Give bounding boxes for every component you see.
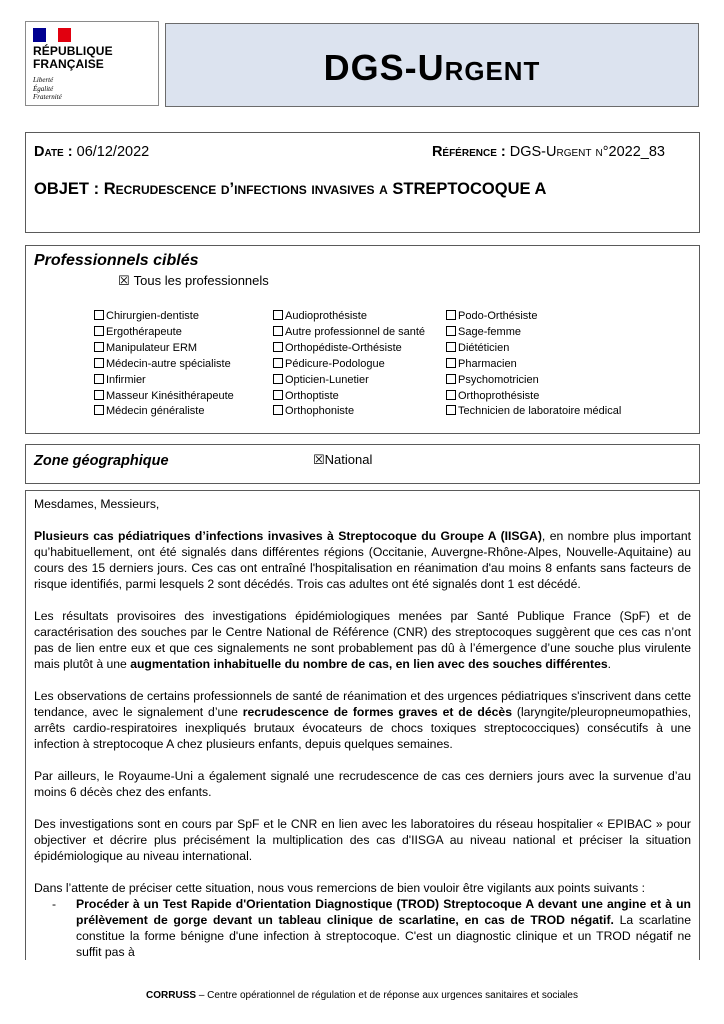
profession-checkbox[interactable]: Manipulateur ERM xyxy=(94,341,234,357)
profession-checkbox[interactable]: Opticien-Lunetier xyxy=(273,373,425,389)
paragraph: Par ailleurs, le Royaume-Uni a également signalé une recrudescence de cas ces derniers jours avec la survenue d’au moins 6 décès chez des enfants. xyxy=(34,769,691,799)
all-professionals-checkbox[interactable]: ☒ Tous les professionnels xyxy=(118,273,269,288)
empty-checkbox-icon xyxy=(446,374,456,384)
profession-checkbox[interactable]: Diététicien xyxy=(446,341,621,357)
national-checkbox[interactable]: ☒National xyxy=(313,452,373,467)
profession-checkbox[interactable]: Pédicure-Podologue xyxy=(273,357,425,373)
profession-checkbox[interactable]: Sage-femme xyxy=(446,325,621,341)
geographic-zone-box xyxy=(25,444,700,484)
profession-checkbox[interactable]: Orthophoniste xyxy=(273,404,425,420)
professionals-column-3 xyxy=(446,309,621,420)
paragraph: Les résultats provisoires des investigations épidémiologiques menées par Santé Publique France (SpF) et de caractérisation des souches par le Centre National de Référence (CNR) des streptocoques suggèrent que ces cas n’ont pas de lien entre eux et que ces signalements ne sont probablement pas dû à l’émergence d’une souche plus virulente mais plutôt à une augmentation inhabituelle du nombre de cas, en lien avec des souches différentes. xyxy=(34,609,691,671)
empty-checkbox-icon xyxy=(273,358,283,368)
profession-checkbox[interactable]: Audioprothésiste xyxy=(273,309,425,325)
profession-checkbox[interactable]: Psychomotricien xyxy=(446,373,621,389)
profession-checkbox[interactable]: Médecin généraliste xyxy=(94,404,234,420)
empty-checkbox-icon xyxy=(94,358,104,368)
empty-checkbox-icon xyxy=(94,310,104,320)
profession-checkbox[interactable]: Masseur Kinésithérapeute xyxy=(94,389,234,405)
profession-checkbox[interactable]: Orthopédiste-Orthésiste xyxy=(273,341,425,357)
paragraph: Plusieurs cas pédiatriques d’infections invasives à Streptocoque du Groupe A (IISGA), en nombre plus important qu’habituellement, ont été signalés dans différentes régions (Occitanie, Auvergne-Rhône-Alpes, Nouvelle-Aquitaine) au cours des 15 derniers jours. Ces cas ont entraîné l'hospitalisation en réanimation d'au moins 8 enfants sans facteurs de risque identifiés, parmi lesquels 2 sont décédés. Trois cas adultes ont été signalés dont 1 est décédé. xyxy=(34,529,691,591)
dgs-urgent-title: DGS-URGENT xyxy=(323,47,541,88)
republic-motto: Liberté Égalité Fraternité xyxy=(33,76,62,101)
empty-checkbox-icon xyxy=(446,405,456,415)
paragraph: Les observations de certains professionnels de santé de réanimation et des urgences pédiatriques s'inscrivent dans cette tendance, avec le signalement d’une recrudescence de formes graves et de décès (laryngite/pleuropneumopathies, arrêts cardio-respiratoires inexpliqués brutaux évocateurs de chocs toxiques streptococciques) consécutifs à une infection à streptocoque A chez plusieurs enfants, depuis quelques semaines. xyxy=(34,689,691,751)
profession-checkbox[interactable]: Médecin-autre spécialiste xyxy=(94,357,234,373)
objet-line: OBJET : Recrudescence d’infections invasives a STREPTOCOQUE A xyxy=(34,180,547,198)
page-footer: CORRUSS – Centre opérationnel de régulation et de réponse aux urgences sanitaires et sociales xyxy=(146,990,578,1001)
profession-checkbox[interactable]: Pharmacien xyxy=(446,357,621,373)
profession-checkbox[interactable]: Ergothérapeute xyxy=(94,325,234,341)
date-line: Date : 06/12/2022 xyxy=(34,144,150,160)
professionals-column-1 xyxy=(94,309,234,420)
checked-box-icon: ☒ xyxy=(118,273,130,288)
empty-checkbox-icon xyxy=(446,310,456,320)
professionals-column-2 xyxy=(273,309,425,420)
message-body xyxy=(34,496,691,960)
target-professionals-box xyxy=(25,245,700,434)
empty-checkbox-icon xyxy=(273,342,283,352)
dgs-urgent-banner xyxy=(165,23,699,107)
empty-checkbox-icon xyxy=(446,326,456,336)
empty-checkbox-icon xyxy=(273,374,283,384)
section-title: Zone géographique xyxy=(34,453,169,469)
reference-line: Référence : DGS-Urgent n°2022_83 xyxy=(431,144,665,160)
checked-box-icon: ☒ xyxy=(313,452,325,467)
empty-checkbox-icon xyxy=(446,342,456,352)
message-info-box xyxy=(25,132,700,233)
message-body-box xyxy=(25,490,700,960)
empty-checkbox-icon xyxy=(94,326,104,336)
profession-checkbox[interactable]: Orthoprothésiste xyxy=(446,389,621,405)
greeting: Mesdames, Messieurs, xyxy=(34,497,160,511)
french-flag-icon xyxy=(33,28,71,42)
marianne-logo-block xyxy=(25,21,159,106)
empty-checkbox-icon xyxy=(94,390,104,400)
republic-name: RÉPUBLIQUE FRANÇAISE xyxy=(33,44,113,71)
section-title: Professionnels ciblés xyxy=(34,252,199,269)
profession-checkbox[interactable]: Chirurgien-dentiste xyxy=(94,309,234,325)
empty-checkbox-icon xyxy=(273,405,283,415)
list-item: - Procéder à un Test Rapide d'Orientation Diagnostique (TROD) Streptocoque A devant une angine et à un prélèvement de gorge devant un tableau clinique de scarlatine, en cas de TROD négatif. La scarlatine constitue la forme bénigne d'une infection à streptocoque. C'est un diagnostic clinique et un TROD négatif ne suffit pas à xyxy=(52,897,691,959)
empty-checkbox-icon xyxy=(273,310,283,320)
empty-checkbox-icon xyxy=(446,358,456,368)
profession-checkbox[interactable]: Orthoptiste xyxy=(273,389,425,405)
empty-checkbox-icon xyxy=(273,326,283,336)
empty-checkbox-icon xyxy=(273,390,283,400)
profession-checkbox[interactable]: Infirmier xyxy=(94,373,234,389)
paragraph: Dans l’attente de préciser cette situation, nous vous remercions de bien vouloir être vigilants aux points suivants : xyxy=(34,881,646,895)
empty-checkbox-icon xyxy=(94,342,104,352)
empty-checkbox-icon xyxy=(94,405,104,415)
empty-checkbox-icon xyxy=(446,390,456,400)
profession-checkbox[interactable]: Podo-Orthésiste xyxy=(446,309,621,325)
paragraph: Des investigations sont en cours par SpF et le CNR en lien avec les laboratoires du réseau hospitalier « EPIBAC » pour objectiver et décrire plus précisément la multiplication des cas d'IISGA au niveau national et préciser la situation épidémiologique au niveau international. xyxy=(34,817,691,863)
profession-checkbox[interactable]: Autre professionnel de santé xyxy=(273,325,425,341)
empty-checkbox-icon xyxy=(94,374,104,384)
profession-checkbox[interactable]: Technicien de laboratoire médical xyxy=(446,404,621,420)
